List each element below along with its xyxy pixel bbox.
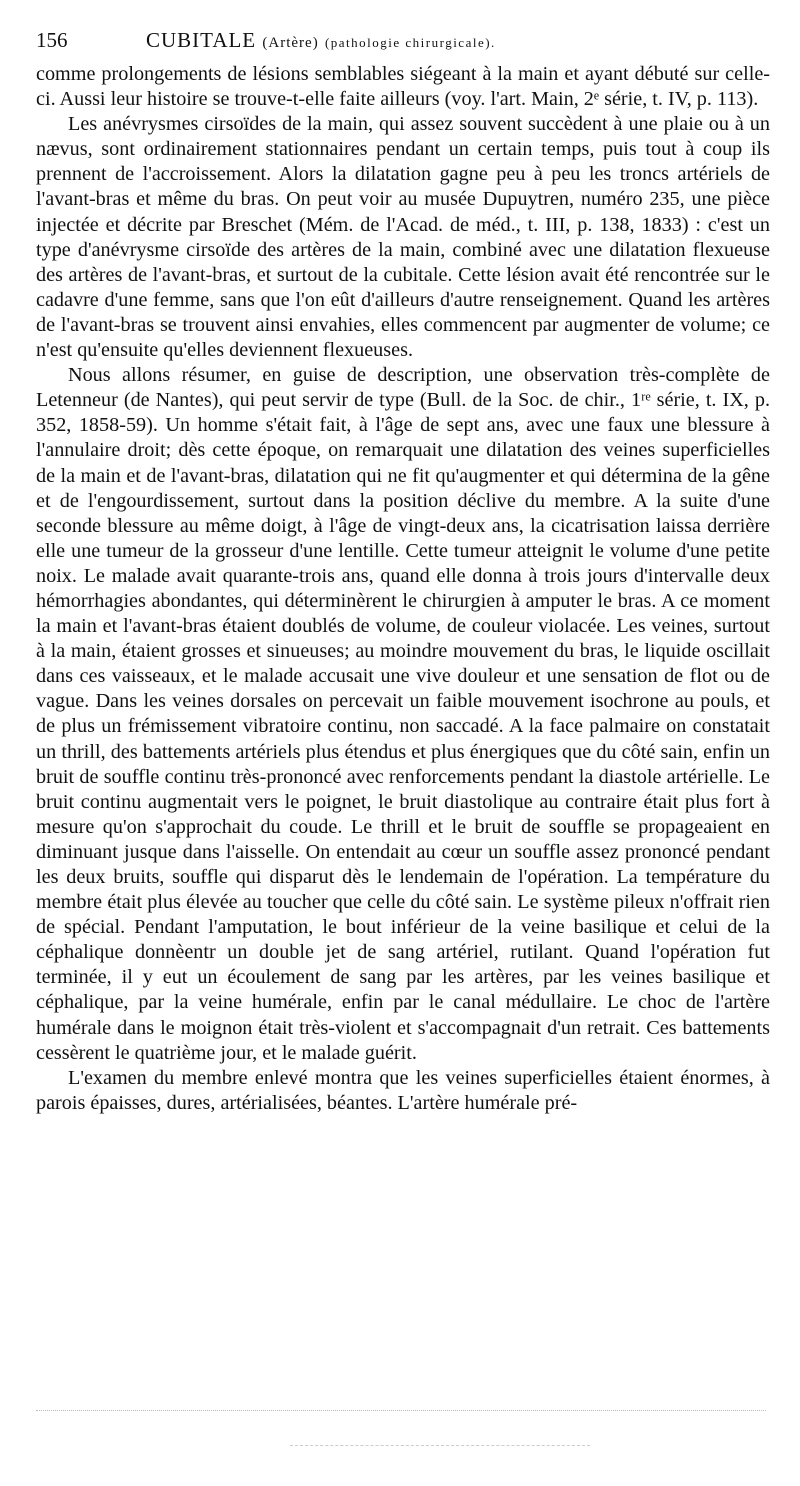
running-title [146, 28, 496, 53]
running-title-artere: (Artère) [262, 35, 319, 51]
body-text [36, 62, 770, 1116]
paragraph-anevrysmes: Les anévrysmes cirsoïdes de la main, qui assez souvent succèdent à une plaie ou à un nævus, sont ordinairement stationnaires pendant un certain temps, puis tout à coup ils prennent de l'accroissement. Alors la dilatation gagne peu à peu les troncs artériels de l'avant-bras et même du bras. On peut voir au musée Dupuytren, numéro 235, une pièce injectée et décrite par Breschet (Mém. de l'Acad. de méd., t. III, p. 138, 1833) : c'est un type d'anévrysme cirsoïde des artères de la main, combiné avec une dilatation flexueuse des artères de l'avant-bras, et surtout de la cubitale. Cette lésion avait été rencontrée sur le cadavre d'une femme, sans que l'on eût d'ailleurs d'autre renseignement. Quand les artères de l'avant-bras se trouvent ainsi envahies, elles commencent par augmenter de volume; ce n'est qu'ensuite qu'elles deviennent flexueuses. [36, 113, 770, 362]
running-title-main: CUBITALE [146, 28, 257, 52]
footer-dotted-rule [36, 1410, 766, 1412]
paragraph-observation: Nous allons résumer, en guise de description, une observation très-complète de Letenneur (de Nantes), qui peut servir de type (Bull. de la Soc. de chir., 1ʳᵉ série, t. IX, p. 352, 1858-59). Un homme s'était fait, à l'âge de sept ans, avec une faux une blessure à l'annulaire droit; dès cette époque, on remarquait une dilatation des veines superficielles de la main et de l'avant-bras, dilatation qui ne fit qu'augmenter et qui détermina de la gêne et de l'engourdissement, surtout dans la position déclive du membre. A la suite d'une seconde blessure au même doigt, à l'âge de vingt-deux ans, la cicatrisation laissa derrière elle une tumeur de la grosseur d'une lentille. Cette tumeur atteignit le volume d'une petite noix. Le malade avait quarante-trois ans, quand elle donna à trois jours d'intervalle deux hémorrhagies abondantes, qui déterminèrent le chirurgien à amputer le bras. A ce moment la main et l'avant-bras étaient doublés de volume, de couleur violacée. Les veines, surtout à la main, étaient grosses et sinueuses; au moindre mouvement du bras, le liquide oscillait dans ces vaisseaux, et le malade accusait une vive douleur et une sensation de flot ou de vague. Dans les veines dorsales on percevait un faible mouvement isochrone au pouls, et de plus un frémissement vibratoire continu, non saccadé. A la face palmaire on constatait un thrill, des battements artériels plus étendus et plus énergiques que du côté sain, enfin un bruit de souffle continu très-prononcé avec renforcements pendant la diastole artérielle. Le bruit continu augmentait vers le poignet, le bruit diastolique au contraire était plus fort à mesure qu'on s'approchait du coude. Le thrill et le bruit de souffle se propageaient en diminuant jusque dans l'aisselle. On entendait au cœur un souffle assez prononcé pendant les deux bruits, souffle qui disparut dès le lendemain de l'opération. La température du membre était plus élevée au toucher que celle du côté sain. Le système pileux n'offrait rien de spécial. Pendant l'amputation, le bout inférieur de la veine basilique et celui de la céphalique donnèentr un double jet de sang artériel, rutilant. Quand l'opération fut terminée, il y eut un écoulement de sang par les artères, par les veines basilique et céphalique, par la veine humérale, enfin par le canal médullaire. Le choc de l'artère humérale dans le moignon était très-violent et s'accompagnait d'un retrait. Ces battements cessèrent le quatrième jour, et le malade guérit. [36, 364, 770, 1064]
running-title-pathologie: (pathologie chirurgicale). [324, 35, 496, 50]
document-page [36, 28, 770, 1116]
paragraph-examen: L'examen du membre enlevé montra que les veines superficielles étaient énormes, à parois épaisses, dures, artérialisées, béantes. L'artère humérale pré- [36, 1066, 770, 1114]
page-number: 156 [36, 28, 68, 52]
running-header [36, 28, 770, 62]
paragraph-continuation: comme prolongements de lésions semblables siégeant à la main et ayant débuté sur celle-ci. Aussi leur histoire se trouve-t-elle faite ailleurs (voy. l'art. Main, 2ᵉ série, t. IV, p. 113). [36, 63, 770, 111]
footer-dashed-rule [290, 1445, 590, 1447]
